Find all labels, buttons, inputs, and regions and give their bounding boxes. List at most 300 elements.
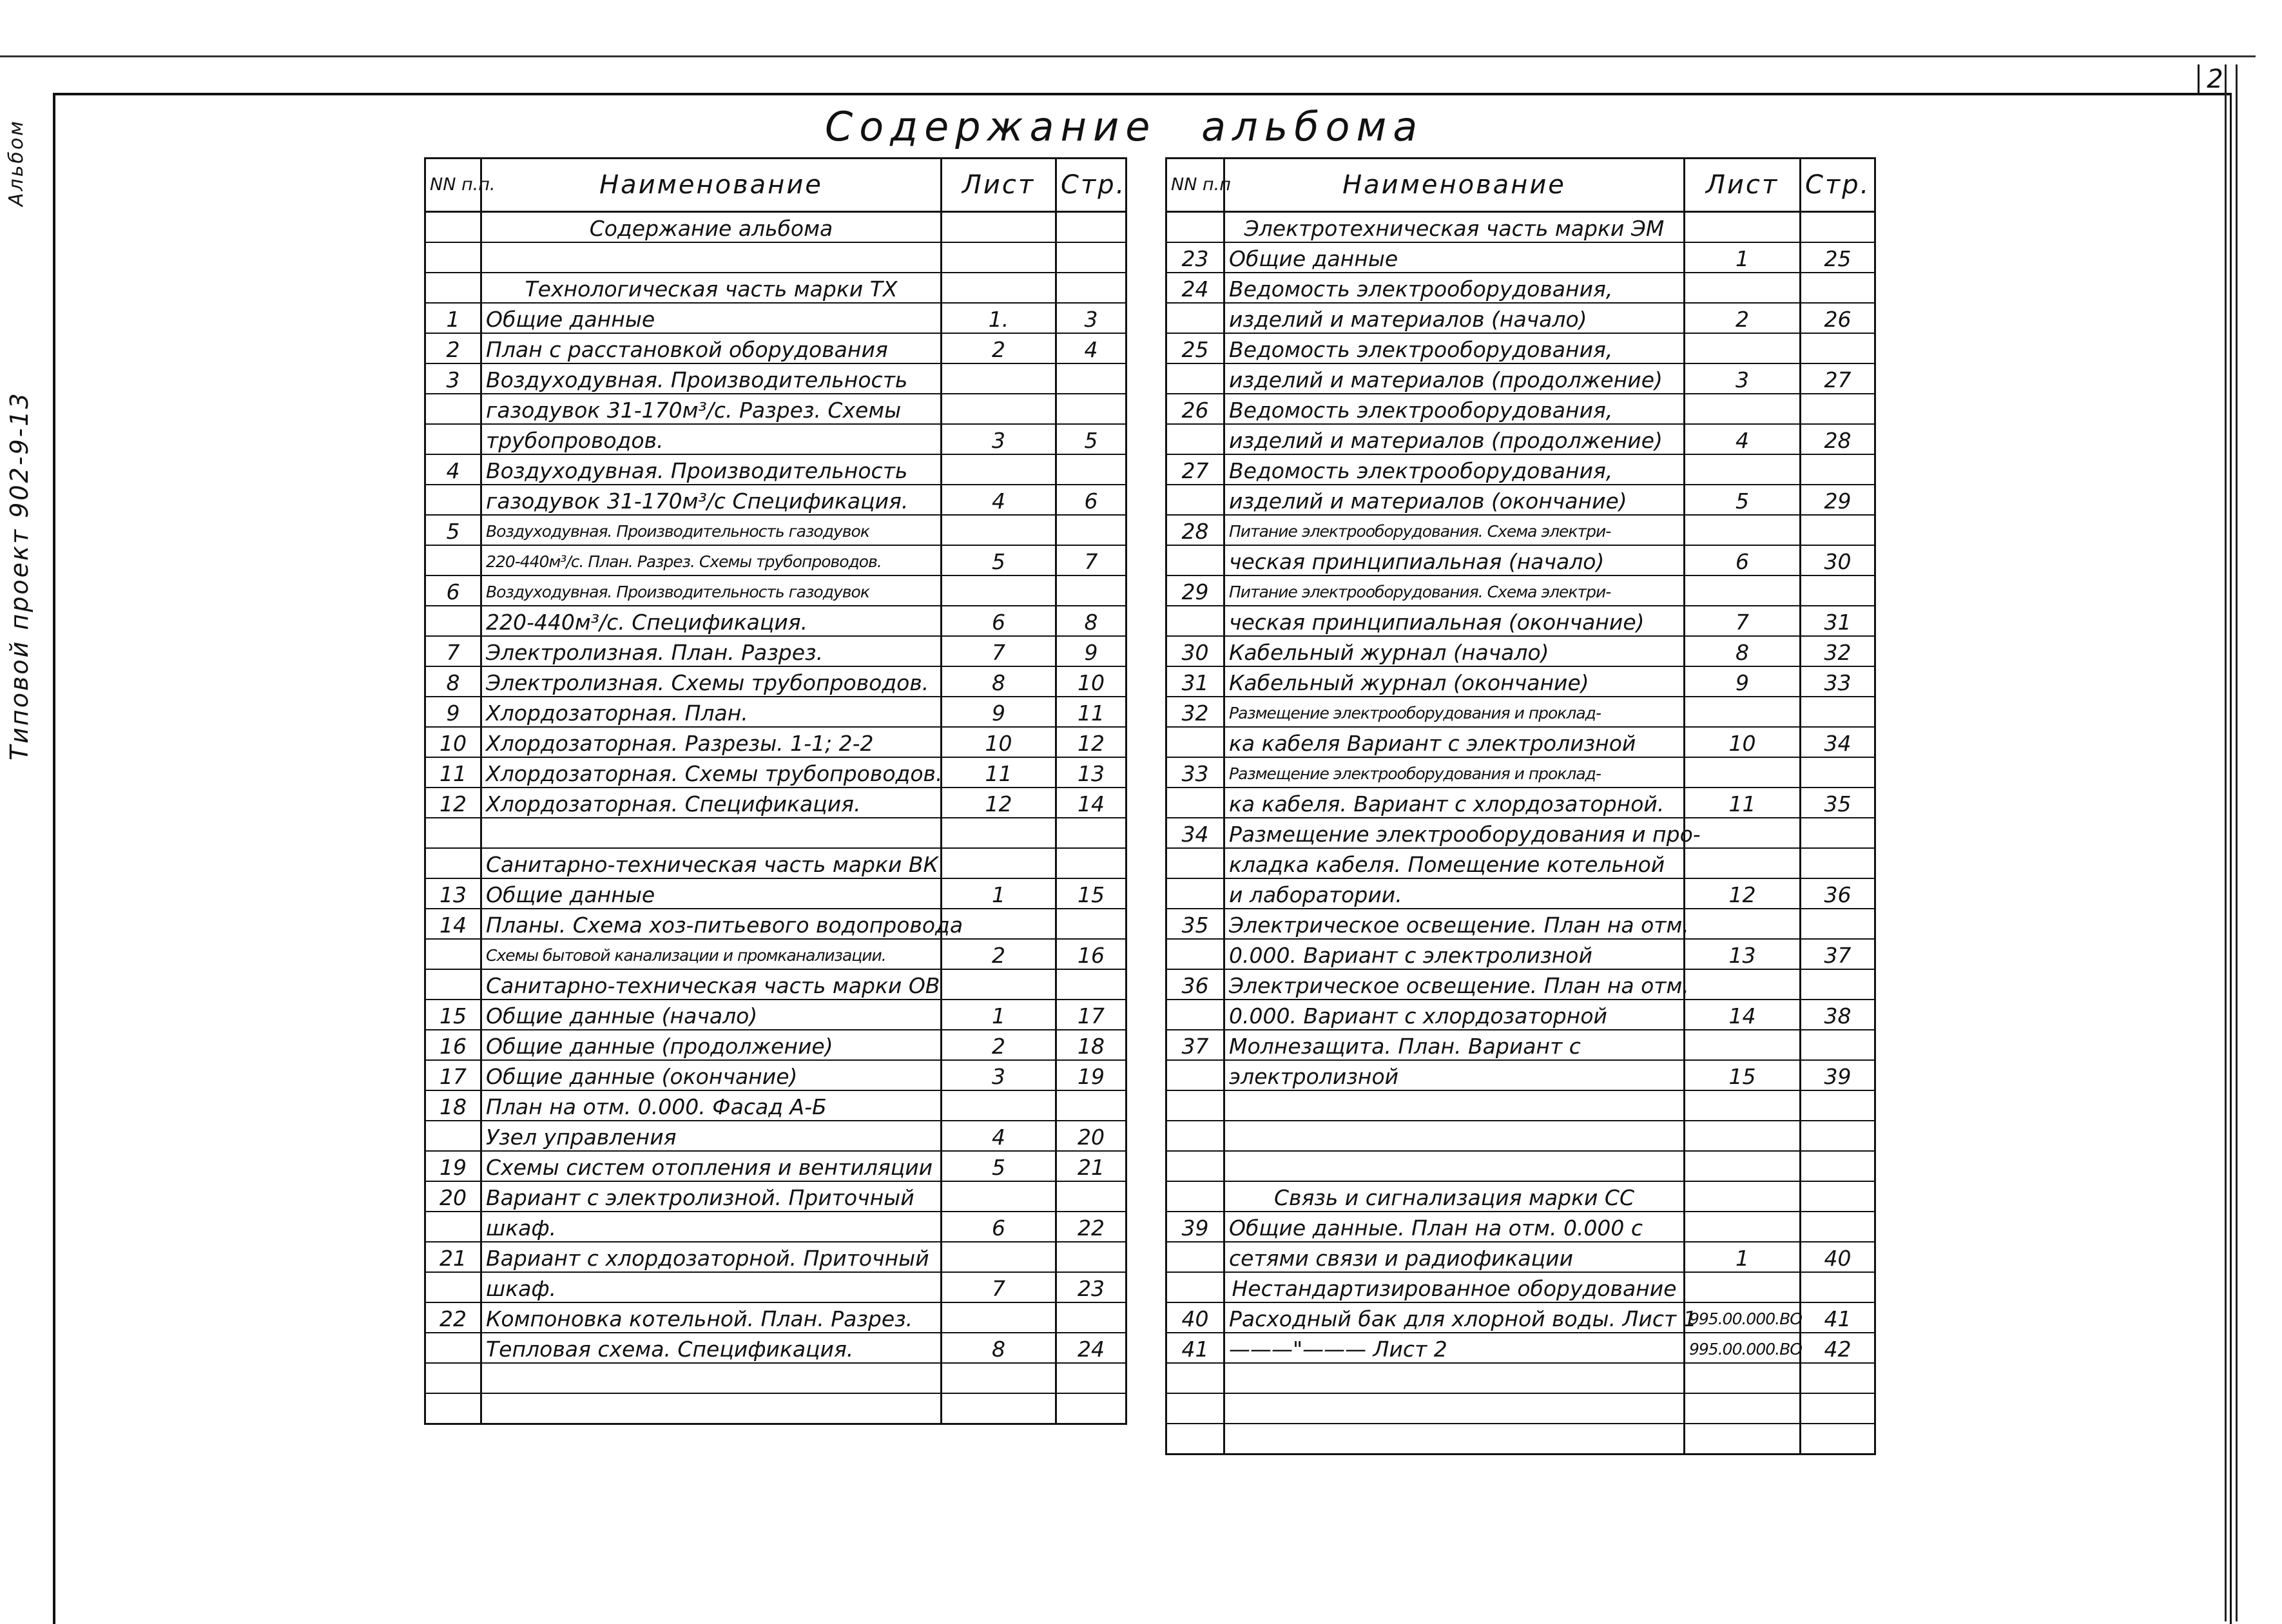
toc-row	[1166, 1242, 1875, 1272]
row-name: Связь и сигнализация марки СС	[1224, 1181, 1685, 1212]
row-sheet: 1.	[942, 303, 1056, 333]
toc-row	[425, 1151, 1126, 1181]
toc-row	[1166, 545, 1875, 575]
row-page	[1801, 818, 1875, 848]
row-sheet	[942, 273, 1056, 303]
row-sheet	[1685, 848, 1801, 878]
row-number: 39	[1166, 1212, 1224, 1242]
row-number	[1166, 878, 1224, 909]
row-page	[1801, 1181, 1875, 1212]
row-sheet: 7	[942, 1272, 1056, 1302]
row-name: 0.000. Вариант с электролизной	[1224, 939, 1685, 969]
row-page	[1801, 394, 1875, 424]
row-page	[1801, 1393, 1875, 1424]
row-sheet	[942, 212, 1056, 243]
row-page: 18	[1056, 1030, 1126, 1060]
row-name: Хлордозаторная. Спецификация.	[481, 788, 942, 818]
row-name: Электролизная. План. Разрез.	[481, 636, 942, 666]
row-sheet: 5	[942, 545, 1056, 575]
row-page	[1801, 1090, 1875, 1121]
toc-body-left	[425, 212, 1126, 1424]
row-sheet: 3	[942, 1060, 1056, 1090]
row-sheet	[942, 818, 1056, 848]
row-number: 26	[1166, 394, 1224, 424]
row-sheet	[1685, 1272, 1801, 1302]
row-sheet	[942, 394, 1056, 424]
row-page: 12	[1056, 727, 1126, 757]
row-sheet	[1685, 818, 1801, 848]
row-page	[1801, 969, 1875, 1000]
row-number	[1166, 485, 1224, 515]
row-page: 22	[1056, 1212, 1126, 1242]
toc-row	[425, 575, 1126, 606]
row-page: 38	[1801, 1000, 1875, 1030]
row-sheet: 2	[1685, 303, 1801, 333]
toc-row	[1166, 727, 1875, 757]
row-sheet: 2	[942, 939, 1056, 969]
toc-row	[425, 848, 1126, 878]
row-number	[1166, 1090, 1224, 1121]
toc-row	[1166, 848, 1875, 878]
row-page: 25	[1801, 242, 1875, 273]
row-name: трубопроводов.	[481, 424, 942, 454]
row-name: Общие данные	[481, 878, 942, 909]
row-number: 22	[425, 1302, 481, 1333]
row-page: 26	[1801, 303, 1875, 333]
row-name: Хлордозаторная. План.	[481, 697, 942, 727]
row-name	[1224, 1393, 1685, 1424]
row-name: План с расстановкой оборудования	[481, 333, 942, 363]
row-sheet	[942, 575, 1056, 606]
toc-row	[1166, 303, 1875, 333]
row-name: Расходный бак для хлорной воды. Лист 1	[1224, 1302, 1685, 1333]
row-name: Нестандартизированное оборудование	[1224, 1272, 1685, 1302]
toc-row	[1166, 939, 1875, 969]
row-number	[425, 424, 481, 454]
row-sheet	[942, 1393, 1056, 1424]
toc-header-row	[1166, 159, 1875, 212]
row-page: 6	[1056, 485, 1126, 515]
toc-row	[1166, 606, 1875, 636]
row-name: Планы. Схема хоз-питьевого водопровода	[481, 909, 942, 939]
row-sheet	[1685, 1090, 1801, 1121]
row-number: 19	[425, 1151, 481, 1181]
row-page	[1801, 697, 1875, 727]
row-sheet	[1685, 909, 1801, 939]
toc-row	[1166, 363, 1875, 394]
row-name: Общие данные	[481, 303, 942, 333]
row-page: 14	[1056, 788, 1126, 818]
row-number: 8	[425, 666, 481, 697]
row-number	[425, 545, 481, 575]
row-number	[1166, 1393, 1224, 1424]
row-number: 17	[425, 1060, 481, 1090]
row-page	[1801, 1212, 1875, 1242]
row-sheet: 4	[1685, 424, 1801, 454]
row-name: ———"——— Лист 2	[1224, 1333, 1685, 1363]
row-number	[425, 212, 481, 243]
toc-row	[1166, 697, 1875, 727]
row-page	[1801, 1363, 1875, 1393]
row-page	[1056, 818, 1126, 848]
header-page: Стр.	[1056, 159, 1126, 212]
row-name: Вариант с хлордозаторной. Приточный	[481, 1242, 942, 1272]
row-sheet	[942, 1363, 1056, 1393]
row-number: 23	[1166, 242, 1224, 273]
toc-row	[1166, 333, 1875, 363]
row-page: 20	[1056, 1121, 1126, 1151]
row-sheet: 10	[942, 727, 1056, 757]
row-name: Ведомость электрооборудования,	[1224, 454, 1685, 485]
row-page: 39	[1801, 1060, 1875, 1090]
row-sheet	[1685, 1121, 1801, 1151]
row-number	[1166, 1060, 1224, 1090]
row-sheet: 1	[1685, 242, 1801, 273]
row-name: изделий и материалов (окончание)	[1224, 485, 1685, 515]
toc-row	[1166, 1000, 1875, 1030]
row-name: Кабельный журнал (начало)	[1224, 636, 1685, 666]
toc-row	[425, 788, 1126, 818]
row-name: изделий и материалов (продолжение)	[1224, 363, 1685, 394]
toc-header-row	[425, 159, 1126, 212]
row-name: 0.000. Вариант с хлордозаторной	[1224, 1000, 1685, 1030]
row-page	[1801, 1151, 1875, 1181]
row-number	[425, 242, 481, 273]
row-number	[1166, 1151, 1224, 1181]
toc-row	[425, 1181, 1126, 1212]
row-name: изделий и материалов (начало)	[1224, 303, 1685, 333]
row-name: Компоновка котельной. План. Разрез.	[481, 1302, 942, 1333]
row-sheet	[1685, 212, 1801, 243]
row-page: 10	[1056, 666, 1126, 697]
row-sheet: 8	[942, 666, 1056, 697]
row-number: 37	[1166, 1030, 1224, 1060]
row-sheet: 9	[1685, 666, 1801, 697]
row-sheet: 3	[1685, 363, 1801, 394]
toc-row	[425, 485, 1126, 515]
row-number: 6	[425, 575, 481, 606]
row-page	[1801, 1424, 1875, 1455]
row-name: газодувок 31-170м³/с. Разрез. Схемы	[481, 394, 942, 424]
row-sheet	[1685, 1030, 1801, 1060]
row-sheet: 5	[942, 1151, 1056, 1181]
page-title: Содержание альбома	[825, 103, 1424, 150]
row-sheet	[1685, 333, 1801, 363]
row-number: 9	[425, 697, 481, 727]
row-number	[425, 1393, 481, 1424]
row-name: Размещение электрооборудования и проклад-	[1224, 697, 1685, 727]
row-sheet: 9	[942, 697, 1056, 727]
row-number	[1166, 727, 1224, 757]
row-name: Вариант с электролизной. Приточный	[481, 1181, 942, 1212]
row-number: 4	[425, 454, 481, 485]
row-number: 21	[425, 1242, 481, 1272]
row-sheet: 14	[1685, 1000, 1801, 1030]
row-number: 5	[425, 515, 481, 545]
row-sheet: 4	[942, 485, 1056, 515]
row-sheet: 7	[942, 636, 1056, 666]
row-number	[425, 394, 481, 424]
row-page	[1056, 212, 1126, 243]
toc-row	[425, 1060, 1126, 1090]
row-sheet: 1	[1685, 1242, 1801, 1272]
row-sheet	[1685, 757, 1801, 788]
row-sheet	[1685, 1424, 1801, 1455]
row-name: Общие данные (продолжение)	[481, 1030, 942, 1060]
row-page: 35	[1801, 788, 1875, 818]
side-album-label: Альбом	[5, 119, 28, 206]
row-sheet: 11	[942, 757, 1056, 788]
row-name: Общие данные (начало)	[481, 1000, 942, 1030]
row-name: Схемы систем отопления и вентиляции	[481, 1151, 942, 1181]
row-sheet: 4	[942, 1121, 1056, 1151]
row-page: 32	[1801, 636, 1875, 666]
row-number: 40	[1166, 1302, 1224, 1333]
row-page	[1056, 969, 1126, 1000]
row-number: 41	[1166, 1333, 1224, 1363]
side-project-label: Типовой проект 902-9-13	[5, 391, 34, 760]
row-name	[1224, 1424, 1685, 1455]
row-sheet: 2	[942, 1030, 1056, 1060]
row-sheet	[942, 848, 1056, 878]
row-name: ка кабеля. Вариант с хлордозаторной.	[1224, 788, 1685, 818]
row-number: 7	[425, 636, 481, 666]
row-page	[1056, 1302, 1126, 1333]
row-number: 34	[1166, 818, 1224, 848]
row-sheet: 8	[1685, 636, 1801, 666]
toc-row	[1166, 1121, 1875, 1151]
row-name: Размещение электрооборудования и проклад-	[1224, 757, 1685, 788]
row-name: Питание электрооборудования. Схема электри-	[1224, 575, 1685, 606]
row-name: шкаф.	[481, 1212, 942, 1242]
row-name	[481, 1393, 942, 1424]
toc-row	[425, 333, 1126, 363]
header-sheet: Лист	[942, 159, 1056, 212]
row-number: 36	[1166, 969, 1224, 1000]
row-number	[425, 1363, 481, 1393]
row-name: шкаф.	[481, 1272, 942, 1302]
row-page: 3	[1056, 303, 1126, 333]
row-sheet	[1685, 273, 1801, 303]
toc-row	[1166, 1090, 1875, 1121]
toc-row	[1166, 424, 1875, 454]
toc-row	[425, 1333, 1126, 1363]
row-page	[1056, 909, 1126, 939]
row-page	[1801, 515, 1875, 545]
toc-row	[425, 1272, 1126, 1302]
row-page: 15	[1056, 878, 1126, 909]
row-name	[481, 242, 942, 273]
row-name: Схемы бытовой канализации и промканализации.	[481, 939, 942, 969]
row-page: 8	[1056, 606, 1126, 636]
row-page	[1056, 515, 1126, 545]
row-sheet: 12	[942, 788, 1056, 818]
row-name: Технологическая часть марки ТХ	[481, 273, 942, 303]
row-page	[1056, 1363, 1126, 1393]
row-number	[425, 848, 481, 878]
sheet-number: 2	[2198, 64, 2230, 94]
row-number	[425, 969, 481, 1000]
row-page: 4	[1056, 333, 1126, 363]
row-page	[1801, 575, 1875, 606]
row-sheet: 995.00.000.ВО	[1685, 1302, 1801, 1333]
row-name: Хлордозаторная. Разрезы. 1-1; 2-2	[481, 727, 942, 757]
toc-row	[425, 818, 1126, 848]
row-number	[425, 1272, 481, 1302]
row-page: 31	[1801, 606, 1875, 636]
row-number: 27	[1166, 454, 1224, 485]
row-number	[425, 818, 481, 848]
toc-row	[425, 545, 1126, 575]
row-number: 1	[425, 303, 481, 333]
row-page	[1801, 1121, 1875, 1151]
row-sheet	[1685, 1151, 1801, 1181]
toc-row	[425, 939, 1126, 969]
header-name: Наименование	[481, 159, 942, 212]
toc-row	[1166, 878, 1875, 909]
row-name: газодувок 31-170м³/с Спецификация.	[481, 485, 942, 515]
row-name: Электролизная. Схемы трубопроводов.	[481, 666, 942, 697]
toc-row	[1166, 1424, 1875, 1455]
toc-row	[425, 212, 1126, 243]
row-name: Электрическое освещение. План на отм.	[1224, 909, 1685, 939]
row-name: ка кабеля Вариант с электролизной	[1224, 727, 1685, 757]
toc-row	[1166, 666, 1875, 697]
row-number: 13	[425, 878, 481, 909]
row-name	[1224, 1121, 1685, 1151]
toc-table-right	[1165, 157, 1876, 1455]
row-page	[1056, 575, 1126, 606]
row-number: 20	[425, 1181, 481, 1212]
row-name: Размещение электрооборудования и про-	[1224, 818, 1685, 848]
row-page	[1056, 1242, 1126, 1272]
row-name: Электрическое освещение. План на отм.	[1224, 969, 1685, 1000]
toc-row	[1166, 1333, 1875, 1363]
toc-row	[425, 727, 1126, 757]
row-number: 3	[425, 363, 481, 394]
row-page	[1801, 333, 1875, 363]
toc-row	[425, 1242, 1126, 1272]
toc-row	[1166, 1393, 1875, 1424]
row-page: 36	[1801, 878, 1875, 909]
toc-row	[1166, 788, 1875, 818]
toc-row	[425, 1121, 1126, 1151]
row-number: 12	[425, 788, 481, 818]
row-sheet: 15	[1685, 1060, 1801, 1090]
toc-row	[425, 454, 1126, 485]
toc-row	[1166, 818, 1875, 848]
row-page: 16	[1056, 939, 1126, 969]
toc-row	[1166, 1151, 1875, 1181]
row-name: Содержание альбома	[481, 212, 942, 243]
toc-row	[425, 424, 1126, 454]
toc-row	[1166, 1272, 1875, 1302]
toc-row	[1166, 242, 1875, 273]
row-name: изделий и материалов (продолжение)	[1224, 424, 1685, 454]
row-name: Санитарно-техническая часть марки ОВ	[481, 969, 942, 1000]
toc-row	[425, 757, 1126, 788]
row-page: 40	[1801, 1242, 1875, 1272]
row-page: 28	[1801, 424, 1875, 454]
row-name: Хлордозаторная. Схемы трубопроводов.	[481, 757, 942, 788]
row-page	[1801, 848, 1875, 878]
row-number	[1166, 363, 1224, 394]
row-number: 31	[1166, 666, 1224, 697]
row-page	[1056, 242, 1126, 273]
toc-row	[1166, 515, 1875, 545]
row-number	[425, 1333, 481, 1363]
row-number: 16	[425, 1030, 481, 1060]
toc-row	[1166, 575, 1875, 606]
row-sheet: 8	[942, 1333, 1056, 1363]
row-number	[425, 606, 481, 636]
row-page	[1056, 848, 1126, 878]
row-number: 33	[1166, 757, 1224, 788]
row-number	[1166, 788, 1224, 818]
row-number	[425, 939, 481, 969]
row-page: 9	[1056, 636, 1126, 666]
row-name: ческая принципиальная (начало)	[1224, 545, 1685, 575]
header-num: NN п.п.	[425, 159, 481, 212]
toc-row	[1166, 273, 1875, 303]
row-sheet	[942, 1242, 1056, 1272]
row-page: 7	[1056, 545, 1126, 575]
row-sheet: 1	[942, 878, 1056, 909]
row-name: Общие данные (окончание)	[481, 1060, 942, 1090]
row-number	[1166, 212, 1224, 243]
row-name: Узел управления	[481, 1121, 942, 1151]
row-sheet	[942, 363, 1056, 394]
row-name	[1224, 1151, 1685, 1181]
row-number: 35	[1166, 909, 1224, 939]
row-page	[1801, 909, 1875, 939]
row-sheet: 6	[942, 1212, 1056, 1242]
row-page: 27	[1801, 363, 1875, 394]
row-name: и лаборатории.	[1224, 878, 1685, 909]
row-sheet	[942, 515, 1056, 545]
row-name: 220-440м³/с. Спецификация.	[481, 606, 942, 636]
row-sheet	[1685, 575, 1801, 606]
row-page	[1056, 1181, 1126, 1212]
row-number	[1166, 1181, 1224, 1212]
toc-row	[425, 697, 1126, 727]
row-sheet	[1685, 1181, 1801, 1212]
row-name: Тепловая схема. Спецификация.	[481, 1333, 942, 1363]
row-name: 220-440м³/с. План. Разрез. Схемы трубопроводов.	[481, 545, 942, 575]
toc-row	[425, 969, 1126, 1000]
row-sheet	[1685, 394, 1801, 424]
toc-row	[1166, 1030, 1875, 1060]
toc-row	[1166, 454, 1875, 485]
row-sheet: 13	[1685, 939, 1801, 969]
row-number	[1166, 1272, 1224, 1302]
row-name: Общие данные. План на отм. 0.000 с	[1224, 1212, 1685, 1242]
row-number	[425, 485, 481, 515]
toc-row	[425, 394, 1126, 424]
row-page: 13	[1056, 757, 1126, 788]
row-number	[425, 1121, 481, 1151]
toc-row	[425, 1090, 1126, 1121]
row-number: 14	[425, 909, 481, 939]
toc-row	[1166, 757, 1875, 788]
row-number	[1166, 545, 1224, 575]
row-page	[1801, 1030, 1875, 1060]
top-border-line	[0, 55, 2256, 57]
row-page: 19	[1056, 1060, 1126, 1090]
toc-row	[425, 242, 1126, 273]
row-page	[1056, 273, 1126, 303]
row-page	[1056, 1393, 1126, 1424]
